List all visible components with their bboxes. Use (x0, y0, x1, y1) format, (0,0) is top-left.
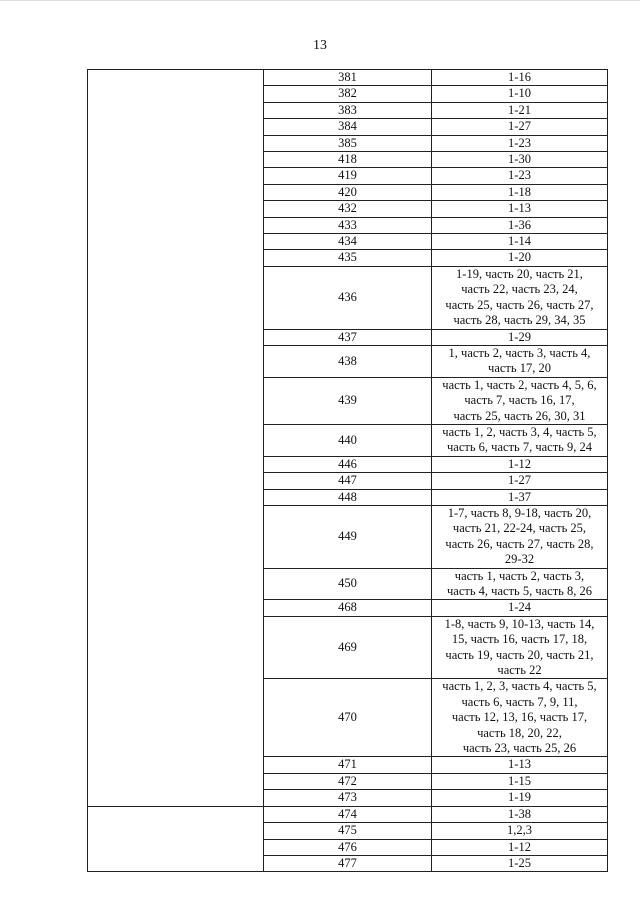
parts-line: 1, часть 2, часть 3, часть 4, (448, 345, 591, 360)
parts-cell (432, 505, 608, 568)
parts-cell (432, 757, 608, 773)
parts-cell (432, 119, 608, 135)
parts-cell (432, 70, 608, 86)
parts-line: 1-19, часть 20, часть 21, (456, 266, 583, 281)
parts-line: часть 28, часть 29, 34, 35 (453, 313, 586, 328)
parts-line: 15, часть 16, часть 17, 18, (451, 632, 588, 647)
parts-cell (432, 135, 608, 151)
article-number-cell: 477 (264, 855, 432, 871)
parts-line: 1-29 (508, 329, 531, 344)
table-body (88, 70, 608, 872)
scan-edge (0, 0, 640, 1)
article-number-cell: 474 (264, 806, 432, 822)
parts-line: 1-15 (508, 773, 531, 788)
parts-cell (432, 823, 608, 839)
parts-line: часть 17, 20 (488, 361, 551, 376)
article-number-cell: 435 (264, 250, 432, 266)
parts-line: часть 1, часть 2, часть 4, 5, 6, (442, 377, 597, 392)
article-number-cell: 433 (264, 217, 432, 233)
parts-line: 1-10 (508, 86, 531, 101)
parts-cell (432, 345, 608, 377)
article-number-cell: 475 (264, 823, 432, 839)
parts-line: 1-23 (508, 168, 531, 183)
parts-line: 1-27 (508, 119, 531, 134)
parts-cell (432, 217, 608, 233)
article-number-cell: 438 (264, 345, 432, 377)
parts-cell (432, 424, 608, 456)
parts-line: 1-8, часть 9, 10-13, часть 14, (444, 616, 595, 631)
article-number-cell: 470 (264, 679, 432, 757)
article-number-cell: 471 (264, 757, 432, 773)
parts-line: 1-13 (508, 201, 531, 216)
article-number-cell: 382 (264, 86, 432, 102)
parts-line: часть 6, часть 7, 9, 11, (461, 694, 578, 709)
parts-line: 1-14 (508, 234, 531, 249)
parts-line: часть 12, 13, 16, часть 17, (451, 710, 588, 725)
parts-cell (432, 456, 608, 472)
article-number-cell: 449 (264, 505, 432, 568)
parts-line: часть 18, 20, 22, (477, 725, 562, 740)
article-number-cell: 468 (264, 600, 432, 616)
article-number-cell: 437 (264, 329, 432, 345)
parts-line: часть 4, часть 5, часть 8, 26 (446, 584, 592, 598)
parts-cell (432, 168, 608, 184)
parts-cell (432, 773, 608, 789)
parts-line: 1-13 (508, 757, 531, 772)
parts-line: 1-12 (508, 456, 531, 471)
group-cell (88, 806, 264, 872)
parts-cell (432, 790, 608, 806)
article-number-cell: 381 (264, 70, 432, 86)
article-number-cell: 450 (264, 568, 432, 600)
article-number-cell: 446 (264, 456, 432, 472)
article-number-cell: 448 (264, 489, 432, 505)
parts-line: часть 23, часть 25, 26 (462, 741, 577, 756)
parts-cell (432, 266, 608, 329)
parts-line: 1-19 (508, 790, 531, 805)
article-number-cell: 439 (264, 377, 432, 424)
parts-line: часть 22 (497, 663, 542, 678)
parts-cell (432, 184, 608, 200)
parts-cell (432, 86, 608, 102)
parts-cell (432, 616, 608, 679)
article-number-cell: 473 (264, 790, 432, 806)
parts-line: часть 7, часть 16, 17, (464, 393, 575, 408)
parts-line: 29-32 (504, 552, 535, 567)
parts-line: часть 1, часть 2, часть 3, (454, 568, 585, 583)
parts-line: часть 25, часть 26, часть 27, (445, 297, 594, 312)
parts-line: часть 26, часть 27, часть 28, (445, 536, 594, 551)
parts-line: 1-16 (508, 70, 531, 84)
parts-cell (432, 234, 608, 250)
article-number-cell: 432 (264, 201, 432, 217)
parts-line: часть 19, часть 20, часть 21, (445, 647, 594, 662)
parts-cell (432, 489, 608, 505)
parts-line: часть 6, часть 7, часть 9, 24 (446, 440, 592, 455)
parts-line: 1-12 (508, 839, 531, 854)
article-number-cell: 434 (264, 234, 432, 250)
article-number-cell: 419 (264, 168, 432, 184)
article-number-cell: 447 (264, 473, 432, 489)
article-number-cell: 440 (264, 424, 432, 456)
table-row (88, 70, 608, 86)
article-number-cell: 476 (264, 839, 432, 855)
parts-line: часть 1, 2, 3, часть 4, часть 5, (442, 679, 597, 694)
parts-cell (432, 600, 608, 616)
group-cell (88, 70, 264, 807)
parts-line: 1-20 (508, 250, 531, 265)
article-number-cell: 385 (264, 135, 432, 151)
parts-line: 1-24 (508, 600, 531, 615)
articles-table (87, 69, 608, 872)
parts-cell (432, 568, 608, 600)
parts-line: 1-30 (508, 152, 531, 167)
parts-line: 1-21 (508, 102, 531, 117)
parts-line: 1-23 (508, 135, 531, 150)
article-number-cell: 469 (264, 616, 432, 679)
parts-line: 1-18 (508, 184, 531, 199)
parts-line: часть 21, 22-24, часть 25, (452, 521, 587, 536)
parts-line: 1-7, часть 8, 9-18, часть 20, (447, 505, 592, 520)
parts-line: 1-36 (508, 217, 531, 232)
parts-cell (432, 839, 608, 855)
parts-line: 1-27 (508, 473, 531, 488)
table-row (88, 806, 608, 822)
parts-cell (432, 377, 608, 424)
parts-line: 1-38 (508, 806, 531, 821)
parts-line: 1,2,3 (507, 823, 532, 838)
article-number-cell: 472 (264, 773, 432, 789)
parts-cell (432, 806, 608, 822)
parts-cell (432, 329, 608, 345)
article-number-cell: 418 (264, 152, 432, 168)
article-number-cell: 383 (264, 102, 432, 118)
parts-line: 1-25 (508, 855, 531, 870)
page-number: 13 (313, 38, 327, 53)
parts-cell (432, 855, 608, 871)
parts-line: часть 22, часть 23, 24, (461, 282, 578, 297)
parts-cell (432, 679, 608, 757)
parts-cell (432, 250, 608, 266)
parts-line: часть 25, часть 26, 30, 31 (453, 408, 586, 423)
parts-line: 1-37 (508, 489, 531, 504)
article-number-cell: 384 (264, 119, 432, 135)
parts-cell (432, 201, 608, 217)
article-number-cell: 420 (264, 184, 432, 200)
parts-cell (432, 473, 608, 489)
article-number-cell: 436 (264, 266, 432, 329)
parts-line: часть 1, 2, часть 3, 4, часть 5, (442, 424, 597, 439)
parts-cell (432, 102, 608, 118)
parts-cell (432, 152, 608, 168)
